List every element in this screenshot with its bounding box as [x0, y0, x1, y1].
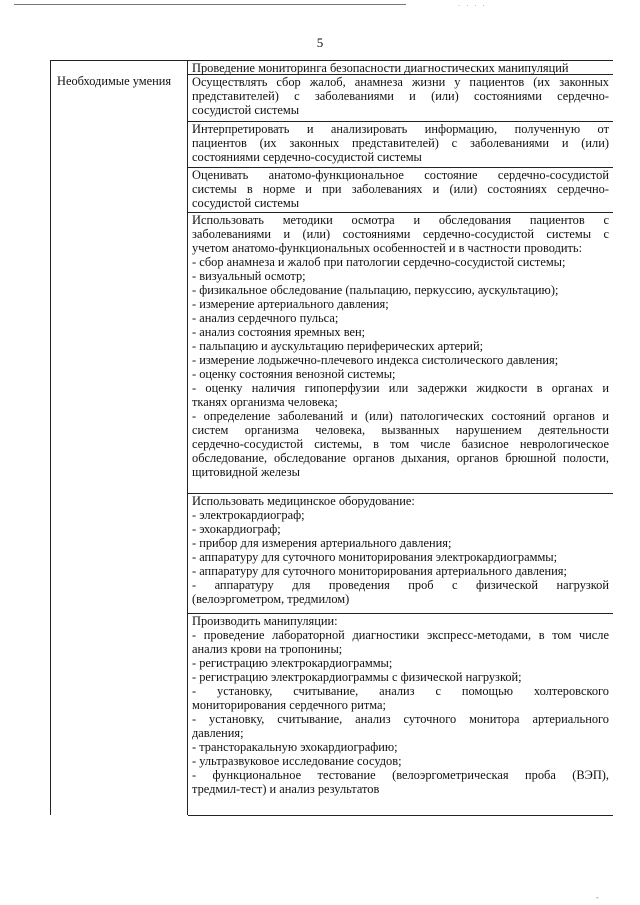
table-row [188, 61, 613, 75]
row-text-line: состояниями сердечно-сосудистой системы [192, 150, 422, 164]
table-row [188, 494, 613, 614]
row-text-line: тредмил-тест) и анализ результатов [192, 782, 380, 796]
row-text-line: - определение заболеваний и (или) патологических состояний органов и [192, 409, 609, 423]
row-text-line: сосудистой системы [192, 196, 300, 210]
row-text-line: - установку, считывание, анализ суточного монитора артериального [192, 712, 609, 726]
row-text-line: щитовидной железы [192, 465, 300, 479]
row-text-line: учетом анатомо-функциональных особенностей и в частности проводить: [192, 241, 583, 255]
row-text-line: - эхокардиограф; [192, 522, 281, 536]
row-text-line: - проведение лабораторной диагностики экспресс-методами, в том числе [192, 628, 609, 642]
row-text-line: - анализ сердечного пульса; [192, 311, 339, 325]
row-text-line: мониторирования сердечного ритма; [192, 698, 386, 712]
row-text-line: тканях организма человека; [192, 395, 338, 409]
row-text-line: - регистрацию электрокардиограммы; [192, 656, 393, 670]
skills-table [50, 60, 613, 815]
table-row [188, 614, 613, 816]
row-text-line: - сбор анамнеза и жалоб при патологии сердечно-сосудистой системы; [192, 255, 566, 269]
row-text-line: пациентов (их законных представителей) с заболеваниями и (или) [192, 136, 609, 150]
row-text-line: Проведение мониторинга безопасности диагностических манипуляций [192, 61, 569, 75]
row-text-line: сердечно-сосудистой системы, в том числе базисное неврологическое [192, 437, 609, 451]
row-text-line: - электрокардиограф; [192, 508, 305, 522]
row-text-line: представителей) с заболеваниями и (или) состояниями сердечно- [192, 89, 609, 103]
row-text-line: - анализ состояния яремных вен; [192, 325, 366, 339]
row-text-line: давления; [192, 726, 244, 740]
row-text-line: - физикальное обследование (пальпацию, перкуссию, аускультацию); [192, 283, 559, 297]
table-row [188, 213, 613, 494]
row-text-line: - функциональное тестование (велоэргометрическая проба (ВЭП), [192, 768, 609, 782]
row-text-line: систем организма человека, вызванных нарушением деятельности [192, 423, 609, 437]
row-text-line: (велоэргометром, тредмилом) [192, 592, 350, 606]
row-text-line: - аппаратуру для суточного мониторирования электрокардиограммы; [192, 550, 558, 564]
row-text-line: - трансторакальную эхокардиографию; [192, 740, 398, 754]
row-text-line: - измерение артериального давления; [192, 297, 389, 311]
row-text-line: - прибор для измерения артериального давления; [192, 536, 452, 550]
row-text-line: - визуальный осмотр; [192, 269, 306, 283]
table-row [188, 122, 613, 168]
row-text-line: Осуществлять сбор жалоб, анамнеза жизни у пациентов (их законных [192, 75, 609, 89]
row-text-line: - установку, считывание, анализ с помощью холтеровского [192, 684, 609, 698]
row-text-line: - аппаратуру для проведения проб с физической нагрузкой [192, 578, 609, 592]
row-text-line: Интерпретировать и анализировать информацию, полученную от [192, 122, 609, 136]
page-number: 5 [316, 35, 324, 50]
row-text-line: - ультразвуковое исследование сосудов; [192, 754, 402, 768]
row-text-line: - регистрацию электрокардиограммы с физической нагрузкой; [192, 670, 522, 684]
row-text-line: - оценку состояния венозной системы; [192, 367, 396, 381]
row-text-line: обследование, обследование органов дыхания, органов брюшной полости, [192, 451, 609, 465]
row-text-line: сосудистой системы [192, 103, 300, 117]
row-text-line: Оценивать анатомо-функциональное состояние сердечно-сосудистой [192, 168, 609, 182]
row-text-line: заболеваниями и (или) состояниями сердечно-сосудистой системы с [192, 227, 609, 241]
row-text-line: - оценку наличия гипоперфузии или задержки жидкости в органах и [192, 381, 609, 395]
left-column-label: Необходимые умения [57, 74, 172, 88]
row-text-line: Производить манипуляции: [192, 614, 338, 628]
scan-mark: · · · · [458, 2, 487, 10]
row-text-line: анализ крови на тропонины; [192, 642, 343, 656]
corner-mark: - [596, 893, 599, 902]
table-row [188, 168, 613, 213]
row-text-line: - пальпацию и аускультацию периферических артерий; [192, 339, 484, 353]
table-row [188, 75, 613, 122]
row-text-line: системы в норме и при заболеваниях и (или) состояниях сердечно- [192, 182, 609, 196]
row-text-line: Использовать медицинское оборудование: [192, 494, 415, 508]
row-text-line: Использовать методики осмотра и обследования пациентов с [192, 213, 609, 227]
top-rule [14, 4, 406, 5]
row-text-line: - аппаратуру для суточного мониторирования артериального давления; [192, 564, 567, 578]
row-text-line: - измерение лодыжечно-плечевого индекса систолического давления; [192, 353, 559, 367]
